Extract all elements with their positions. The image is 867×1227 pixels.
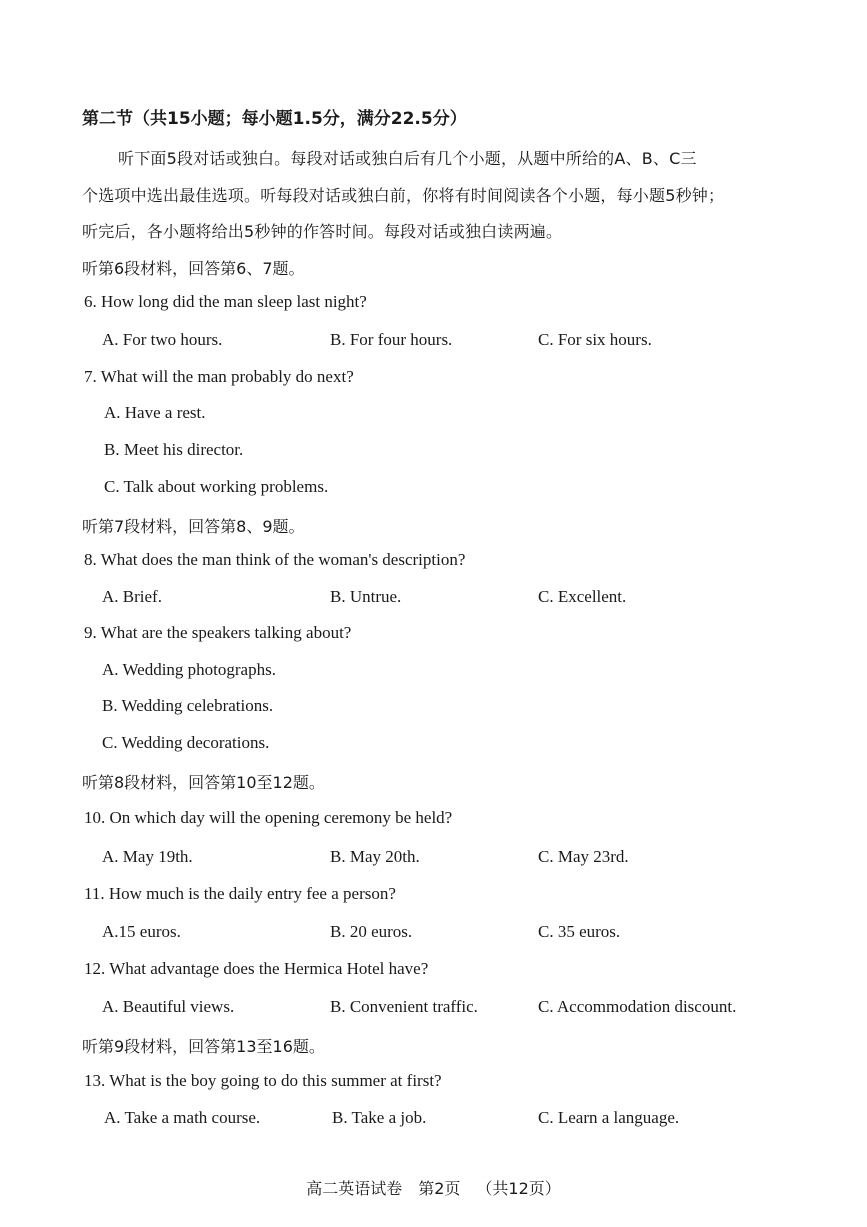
instruction-line: 听下面5段对话或独白。每段对话或独白后有几个小题，从题中所给的A、B、C三 [118, 149, 697, 168]
group-heading: 听第8段材料，回答第10至12题。 [82, 773, 325, 792]
group-heading: 听第9段材料，回答第13至16题。 [82, 1037, 325, 1056]
section-title: 第二节（共15小题；每小题1.5分，满分22.5分） [82, 109, 467, 129]
footer-subject: 高二英语试卷 [306, 1179, 403, 1198]
option-c: C. Excellent. [538, 587, 627, 606]
question-stem: 6. How long did the man sleep last night? [84, 292, 367, 311]
option-b: B. Take a job. [332, 1108, 427, 1127]
question-stem: 9. What are the speakers talking about? [84, 623, 352, 642]
option-c: C. May 23rd. [538, 847, 629, 866]
option-c: C. Accommodation discount. [538, 997, 737, 1016]
question-stem: 13. What is the boy going to do this summer at first? [84, 1071, 442, 1090]
question-stem: 7. What will the man probably do next? [84, 367, 354, 386]
option-b: B. Meet his director. [104, 440, 244, 459]
question-stem: 8. What does the man think of the woman's description? [84, 550, 466, 569]
question-stem: 12. What advantage does the Hermica Hotel have? [84, 959, 429, 978]
footer-page: 第2页 [418, 1179, 461, 1198]
option-a: A. Take a math course. [104, 1108, 261, 1127]
option-b: B. Wedding celebrations. [102, 696, 274, 715]
instruction-line: 听完后，各小题将给出5秒钟的作答时间。每段对话或独白读两遍。 [82, 222, 563, 241]
group-heading: 听第7段材料，回答第8、9题。 [82, 517, 305, 536]
option-b: B. Untrue. [330, 587, 402, 606]
question-stem: 11. How much is the daily entry fee a person? [84, 884, 396, 903]
option-c: C. Learn a language. [538, 1108, 680, 1127]
question-stem: 10. On which day will the opening ceremony be held? [84, 808, 453, 827]
option-c: C. 35 euros. [538, 922, 621, 941]
group-heading: 听第6段材料，回答第6、7题。 [82, 259, 305, 278]
option-b: B. For four hours. [330, 330, 453, 349]
option-b: B. Convenient traffic. [330, 997, 478, 1016]
option-a: A.15 euros. [102, 922, 181, 941]
option-c: C. Wedding decorations. [102, 733, 270, 752]
footer-total: （共12页） [476, 1179, 561, 1198]
option-c: C. Talk about working problems. [104, 477, 329, 496]
option-c: C. For six hours. [538, 330, 652, 349]
option-a: A. For two hours. [102, 330, 223, 349]
page-footer [0, 1176, 867, 1199]
option-a: A. May 19th. [102, 847, 193, 866]
option-a: A. Beautiful views. [102, 997, 235, 1016]
instruction-line: 个选项中选出最佳选项。听每段对话或独白前，你将有时间阅读各个小题，每小题5秒钟； [82, 186, 725, 205]
option-a: A. Brief. [102, 587, 162, 606]
option-b: B. May 20th. [330, 847, 420, 866]
option-a: A. Have a rest. [104, 403, 206, 422]
option-a: A. Wedding photographs. [102, 660, 276, 679]
option-b: B. 20 euros. [330, 922, 413, 941]
